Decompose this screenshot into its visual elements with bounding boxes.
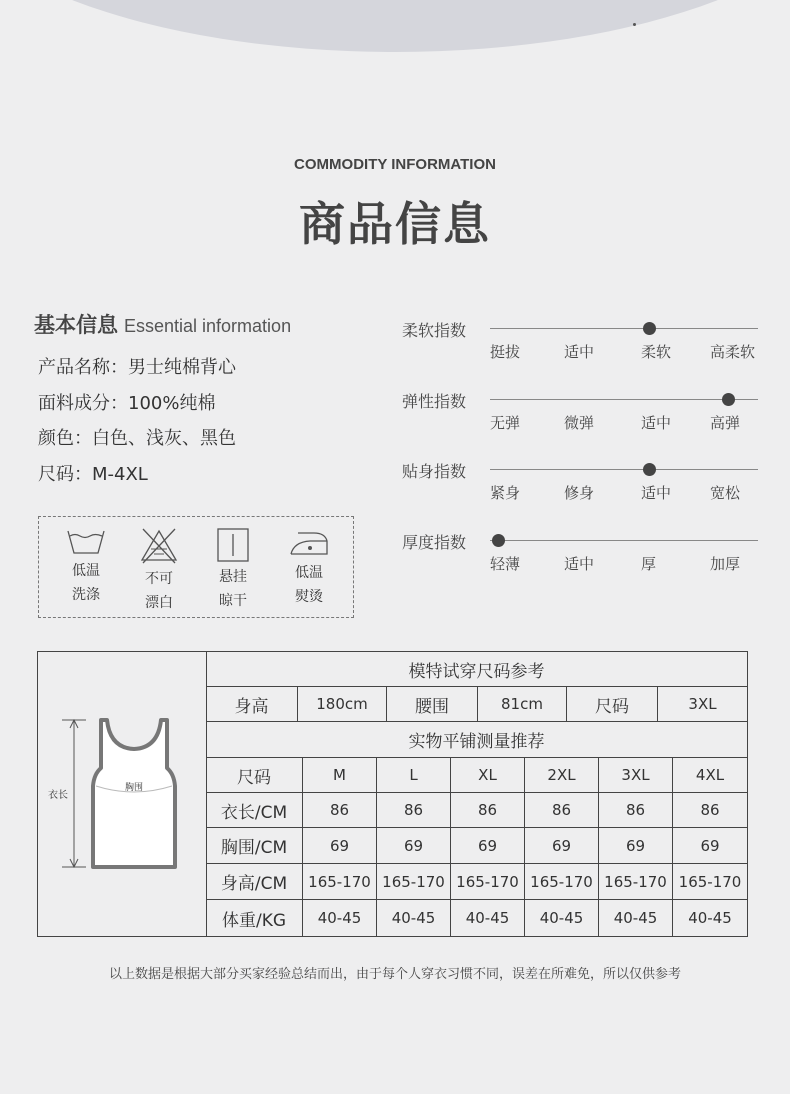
measure-cell: 165-170 xyxy=(599,864,673,900)
index-scale xyxy=(402,459,762,519)
measure-row-label: 胸围/CM xyxy=(206,828,303,864)
basic-info-title-cn: 基本信息 xyxy=(34,313,118,337)
measure-cell: 40-45 xyxy=(451,900,525,936)
scale-name: 厚度指数 xyxy=(402,533,467,552)
measure-cell: 40-45 xyxy=(599,900,673,936)
scale-label: 适中 xyxy=(641,484,672,502)
index-scale xyxy=(402,318,762,378)
model-field-value: 81cm xyxy=(478,687,567,722)
measure-cell: 165-170 xyxy=(451,864,525,900)
header-chinese-title: 商品信息 xyxy=(299,197,491,251)
measure-cell: 69 xyxy=(377,828,451,864)
care-item-bleach xyxy=(129,527,189,613)
measure-cell: 86 xyxy=(303,793,377,828)
measure-cell: 86 xyxy=(451,793,525,828)
chest-label: 胸围 xyxy=(125,783,144,793)
measure-cell: 165-170 xyxy=(525,864,599,900)
scale-marker xyxy=(722,393,735,406)
measure-cell: 69 xyxy=(673,828,747,864)
measure-cell: L xyxy=(377,758,451,793)
size-chart xyxy=(37,651,748,937)
model-field-label: 身高 xyxy=(206,687,298,722)
scale-label: 轻薄 xyxy=(490,555,521,573)
measure-cell: 165-170 xyxy=(673,864,747,900)
basic-info-title xyxy=(34,309,291,339)
color-line: 颜色：白色、浅灰、黑色 xyxy=(38,428,236,449)
measure-row-label: 衣长/CM xyxy=(206,793,303,828)
measure-cell: 40-45 xyxy=(525,900,599,936)
measure-cell: 69 xyxy=(599,828,673,864)
scale-marker xyxy=(492,534,505,547)
care-label-line2: 漂白 xyxy=(145,595,173,611)
measure-cell: M xyxy=(303,758,377,793)
product-name-line: 产品名称：男士纯棉背心 xyxy=(38,357,236,378)
scale-label: 紧身 xyxy=(490,484,521,502)
scale-line xyxy=(490,328,758,329)
measure-cell: 3XL xyxy=(599,758,673,793)
scale-label: 无弹 xyxy=(490,414,521,432)
care-label-line1: 低温 xyxy=(295,565,323,581)
scale-label: 挺拔 xyxy=(490,343,521,361)
scale-line xyxy=(490,469,758,470)
measurement-title: 实物平铺测量推荐 xyxy=(206,722,747,758)
decorative-dot xyxy=(633,23,636,26)
scale-line xyxy=(490,399,758,400)
measure-cell: 40-45 xyxy=(688,909,732,927)
measure-cell: 40-45 xyxy=(303,900,377,936)
scale-label: 宽松 xyxy=(710,484,741,502)
material-line: 面料成分：100%纯棉 xyxy=(38,393,216,414)
model-reference-title: 模特试穿尺码参考 xyxy=(206,652,747,687)
care-label-line1: 低温 xyxy=(72,563,100,579)
scale-name: 柔软指数 xyxy=(402,321,467,340)
scale-name: 弹性指数 xyxy=(402,392,467,411)
scale-label: 适中 xyxy=(564,555,595,573)
scale-name: 贴身指数 xyxy=(402,462,467,481)
model-field-label: 腰围 xyxy=(387,687,478,722)
scale-label: 柔软 xyxy=(641,343,672,361)
care-label-line1: 不可 xyxy=(145,571,173,587)
measure-cell: 69 xyxy=(303,828,377,864)
model-field-label: 尺码 xyxy=(567,687,658,722)
scale-label: 加厚 xyxy=(710,555,741,573)
index-scale xyxy=(402,389,762,449)
size-range-line: 尺码：M-4XL xyxy=(38,464,148,485)
care-instructions-box xyxy=(38,516,354,618)
measure-cell: XL xyxy=(451,758,525,793)
scale-label: 高柔软 xyxy=(710,343,756,361)
measure-cell: 165-170 xyxy=(377,864,451,900)
model-field-value: 3XL xyxy=(658,687,747,722)
hang-dry-icon xyxy=(216,527,250,563)
measure-cell: 69 xyxy=(525,828,599,864)
length-label: 衣长 xyxy=(48,790,68,801)
measure-row-label: 尺码 xyxy=(206,758,303,793)
care-label-line1: 悬挂 xyxy=(219,569,247,585)
measure-cell: 2XL xyxy=(525,758,599,793)
footnote: 以上数据是根据大部分买家经验总结而出，由于每个人穿衣习惯不同，误差在所难免，所以仅供参考 xyxy=(108,967,681,982)
tank-top-figure xyxy=(38,652,207,936)
header-english-title: COMMODITY INFORMATION xyxy=(294,156,496,173)
index-scale xyxy=(402,530,762,590)
scale-label: 高弹 xyxy=(710,414,741,432)
scale-marker xyxy=(643,322,656,335)
iron-low-icon xyxy=(288,527,330,559)
measure-cell: 165-170 xyxy=(303,864,377,900)
measure-row-label: 体重/KG xyxy=(206,900,303,936)
top-decorative-arc xyxy=(0,0,790,52)
care-item-wash xyxy=(56,527,116,605)
measure-cell: 86 xyxy=(377,793,451,828)
care-label-line2: 洗涤 xyxy=(72,587,100,603)
measure-row-label: 身高/CM xyxy=(206,864,303,900)
scale-label: 修身 xyxy=(564,484,595,502)
measure-cell: 40-45 xyxy=(377,900,451,936)
model-field-value: 180cm xyxy=(298,687,387,722)
scale-label: 适中 xyxy=(641,414,672,432)
no-bleach-icon xyxy=(139,527,179,565)
care-label-line2: 晾干 xyxy=(219,593,247,609)
care-item-iron xyxy=(279,527,339,607)
basic-info-title-en: Essential information xyxy=(124,316,292,336)
scale-label: 厚 xyxy=(641,555,657,573)
scale-marker xyxy=(643,463,656,476)
care-item-hang xyxy=(203,527,263,611)
measure-cell: 69 xyxy=(451,828,525,864)
measure-cell: 86 xyxy=(525,793,599,828)
measure-cell: 4XL xyxy=(673,758,747,793)
care-label-line2: 熨烫 xyxy=(295,589,323,605)
wash-30-icon xyxy=(66,527,106,557)
scale-line xyxy=(490,540,758,541)
scale-label: 适中 xyxy=(564,343,595,361)
scale-label: 微弹 xyxy=(564,414,595,432)
measure-cell: 86 xyxy=(673,793,747,828)
measure-cell: 86 xyxy=(599,793,673,828)
